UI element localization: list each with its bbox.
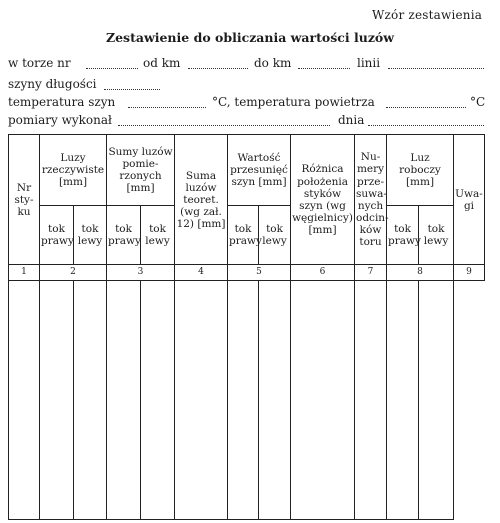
- sub-header-right-rail: tok prawy: [387, 205, 419, 265]
- from-km-field[interactable]: [188, 68, 248, 69]
- rail-temp-field[interactable]: [128, 107, 206, 108]
- line-field[interactable]: [388, 68, 484, 69]
- column-number: 9: [454, 265, 485, 280]
- sub-header-left-rail: tok lewy: [141, 205, 175, 265]
- track-label: w torze nr: [8, 56, 71, 70]
- column-number: 1: [9, 265, 40, 280]
- track-field[interactable]: [86, 68, 138, 69]
- table-cell[interactable]: [228, 280, 259, 519]
- measured-by-label: pomiary wykonał: [8, 113, 112, 127]
- line-label: linii: [357, 56, 381, 70]
- sub-header-left-rail: tok lewy: [74, 205, 107, 265]
- column-number: 2: [40, 265, 107, 280]
- table-cell[interactable]: [74, 280, 107, 519]
- table-cell[interactable]: [40, 280, 74, 519]
- table-cell[interactable]: [175, 280, 228, 519]
- col-header-actual-gaps: Luzy rzeczywiste [mm]: [40, 135, 107, 206]
- table-cell[interactable]: [9, 280, 40, 519]
- pattern-label: Wzór zestawienia: [372, 8, 483, 22]
- col-header-remarks: Uwagi: [454, 135, 485, 265]
- col-header-measured-sums: Sumy luzów pomierzonych [mm]: [107, 135, 175, 206]
- col-header-theoretical-sum: Suma luzów teoret. (wg zał. 12) [mm]: [175, 135, 228, 265]
- column-number: 5: [228, 265, 291, 280]
- column-number: 4: [175, 265, 228, 280]
- column-number: 8: [387, 265, 454, 280]
- table-cell[interactable]: [259, 280, 291, 519]
- col-header-joint-position-difference: Różnica położenia styków szyn (wg węgielnicy) [mm]: [291, 135, 355, 265]
- sub-header-right-rail: tok prawy: [228, 205, 259, 265]
- air-temp-unit: °C: [470, 95, 486, 109]
- air-temp-field[interactable]: [386, 107, 466, 108]
- measurement-table: [8, 134, 485, 520]
- column-number: 6: [291, 265, 355, 280]
- sub-header-left-rail: tok lewy: [419, 205, 454, 265]
- table-cell[interactable]: [419, 280, 454, 519]
- table-cell[interactable]: [107, 280, 141, 519]
- day-field[interactable]: [368, 125, 484, 126]
- rail-length-field[interactable]: [104, 89, 160, 90]
- column-number: 7: [355, 265, 387, 280]
- to-km-field[interactable]: [298, 68, 350, 69]
- sub-header-left-rail: tok lewy: [259, 205, 291, 265]
- from-km-label: od km: [143, 56, 181, 70]
- day-label: dnia: [338, 113, 365, 127]
- table-cell[interactable]: [141, 280, 175, 519]
- col-header-rail-shift: Wartość przesunięć szyn [mm]: [228, 135, 291, 206]
- table-cell[interactable]: [291, 280, 355, 519]
- col-header-shifted-sections: Numery przesuwanych odcinków toru: [355, 135, 387, 265]
- col-header-working-gap: Luz roboczy [mm]: [387, 135, 454, 206]
- to-km-label: do km: [254, 56, 292, 70]
- table-cell[interactable]: [355, 280, 387, 519]
- sub-header-right-rail: tok prawy: [40, 205, 74, 265]
- air-temp-label: °C, temperatura powietrza: [212, 95, 375, 109]
- rail-length-label: szyny długości: [8, 77, 97, 91]
- document-title: Zestawienie do obliczania wartości luzów: [105, 30, 395, 45]
- table-row: [9, 280, 485, 519]
- table-cell[interactable]: [387, 280, 419, 519]
- measured-by-field[interactable]: [118, 125, 330, 126]
- rail-temp-label: temperatura szyn: [8, 95, 116, 109]
- sub-header-right-rail: tok prawy: [107, 205, 141, 265]
- col-header-joint-number: Nr styku: [9, 135, 40, 265]
- column-number: 3: [107, 265, 175, 280]
